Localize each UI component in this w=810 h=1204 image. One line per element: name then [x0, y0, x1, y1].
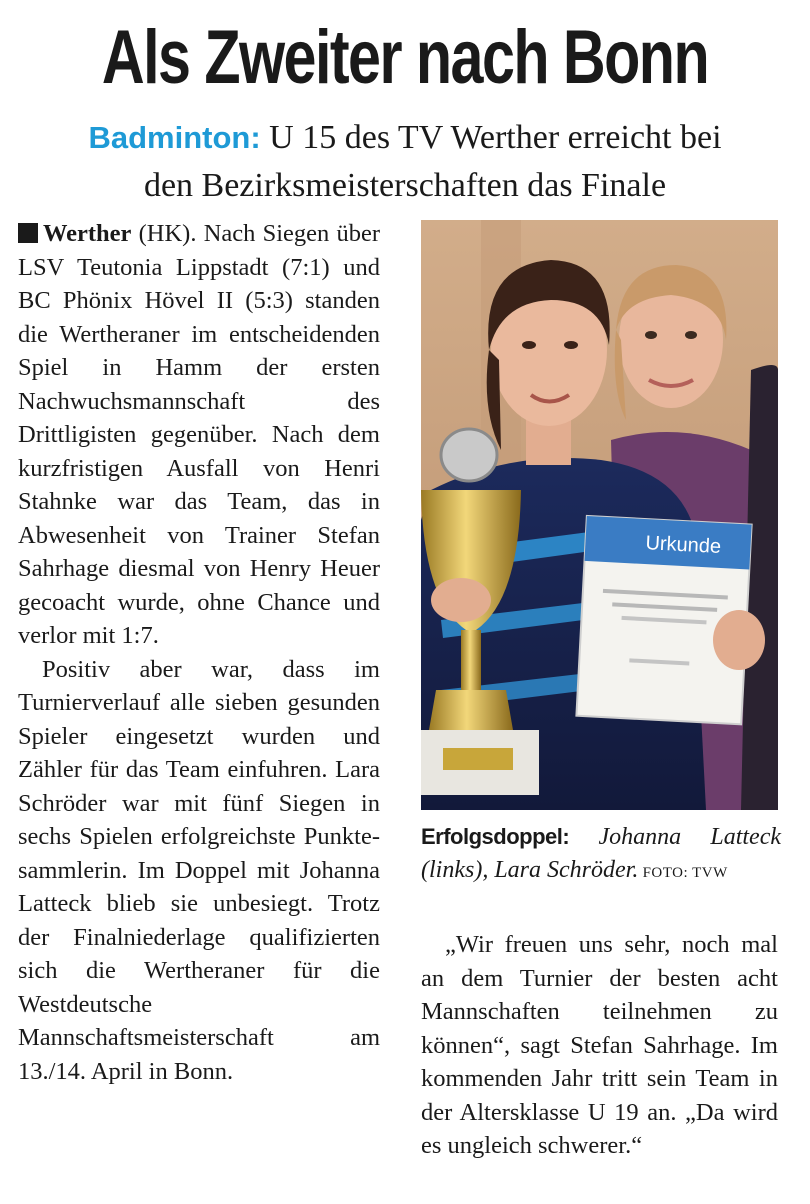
article-column-right	[421, 928, 778, 1163]
caption-label: Erfolgsdoppel:	[421, 824, 570, 849]
caption-text: Johanna Latteck (links), Lara Schröder.	[421, 824, 781, 883]
article-column-left	[18, 217, 380, 1088]
paragraph-1-text: Nach Siegen über LSV Teutonia Lippstadt (7:1) und BC Phönix Hövel II (5:3) standen die Wertheraner im entscheidenden Spiel in Hamm der ersten Nachwuchsmannschaft des Drittligisten gegenüber. Nach dem kurzfristigen Ausfall von Henri Stahnke war das Team, das in Abwesenheit von Trainer Stefan Sahrhage diesmal von Henry Heuer gecoacht wurde, ohne Chance und verlor mit 1:7.	[18, 220, 380, 649]
dateline: Werther	[43, 220, 132, 247]
lead-square-marker	[18, 223, 38, 243]
photo-illustration	[421, 220, 778, 810]
photo-credit: FOTO: TVW	[638, 865, 728, 881]
dateline-source: (HK).	[131, 220, 197, 247]
section-kicker: Badminton:	[88, 120, 261, 155]
subheadline-line1: U 15 des TV Werther erreicht bei	[260, 119, 722, 156]
article-paragraph-2: Positiv aber war, dass im Turnierverlauf alle sieben gesunden Spieler eingesetzt wurden und Zähler für das Team einfuhren. Lara Schröder war mit fünf Siegen in sechs Spielen erfolgreichste Punktesammlerin. Im Doppel mit Johanna Latteck blieb sie unbesiegt. Trotz der Finalniederlage qualifizierten sich die Wertheraner für die Westdeutsche Mannschaftsmeisterschaft am 13./14. April in Bonn.	[18, 655, 380, 1085]
article-paragraph-1	[18, 217, 380, 653]
subheadline	[0, 114, 810, 210]
team-photo	[421, 220, 778, 810]
article-paragraph-3: „Wir freuen uns sehr, noch mal an dem Turnier der besten acht Mannschaften teilnehmen zu können“, sagt Stefan Sahrhage. Im kommenden Jahr tritt sein Team in der Altersklasse U 19 an. „Da wird es ungleich schwerer.“	[421, 931, 778, 1159]
subheadline-line2: den Bezirksmeisterschaften das Finale	[143, 167, 667, 204]
headline: Als Zweiter nach Bonn	[101, 15, 709, 100]
photo-caption	[421, 820, 781, 890]
certificate-title: Urkunde	[644, 532, 722, 559]
